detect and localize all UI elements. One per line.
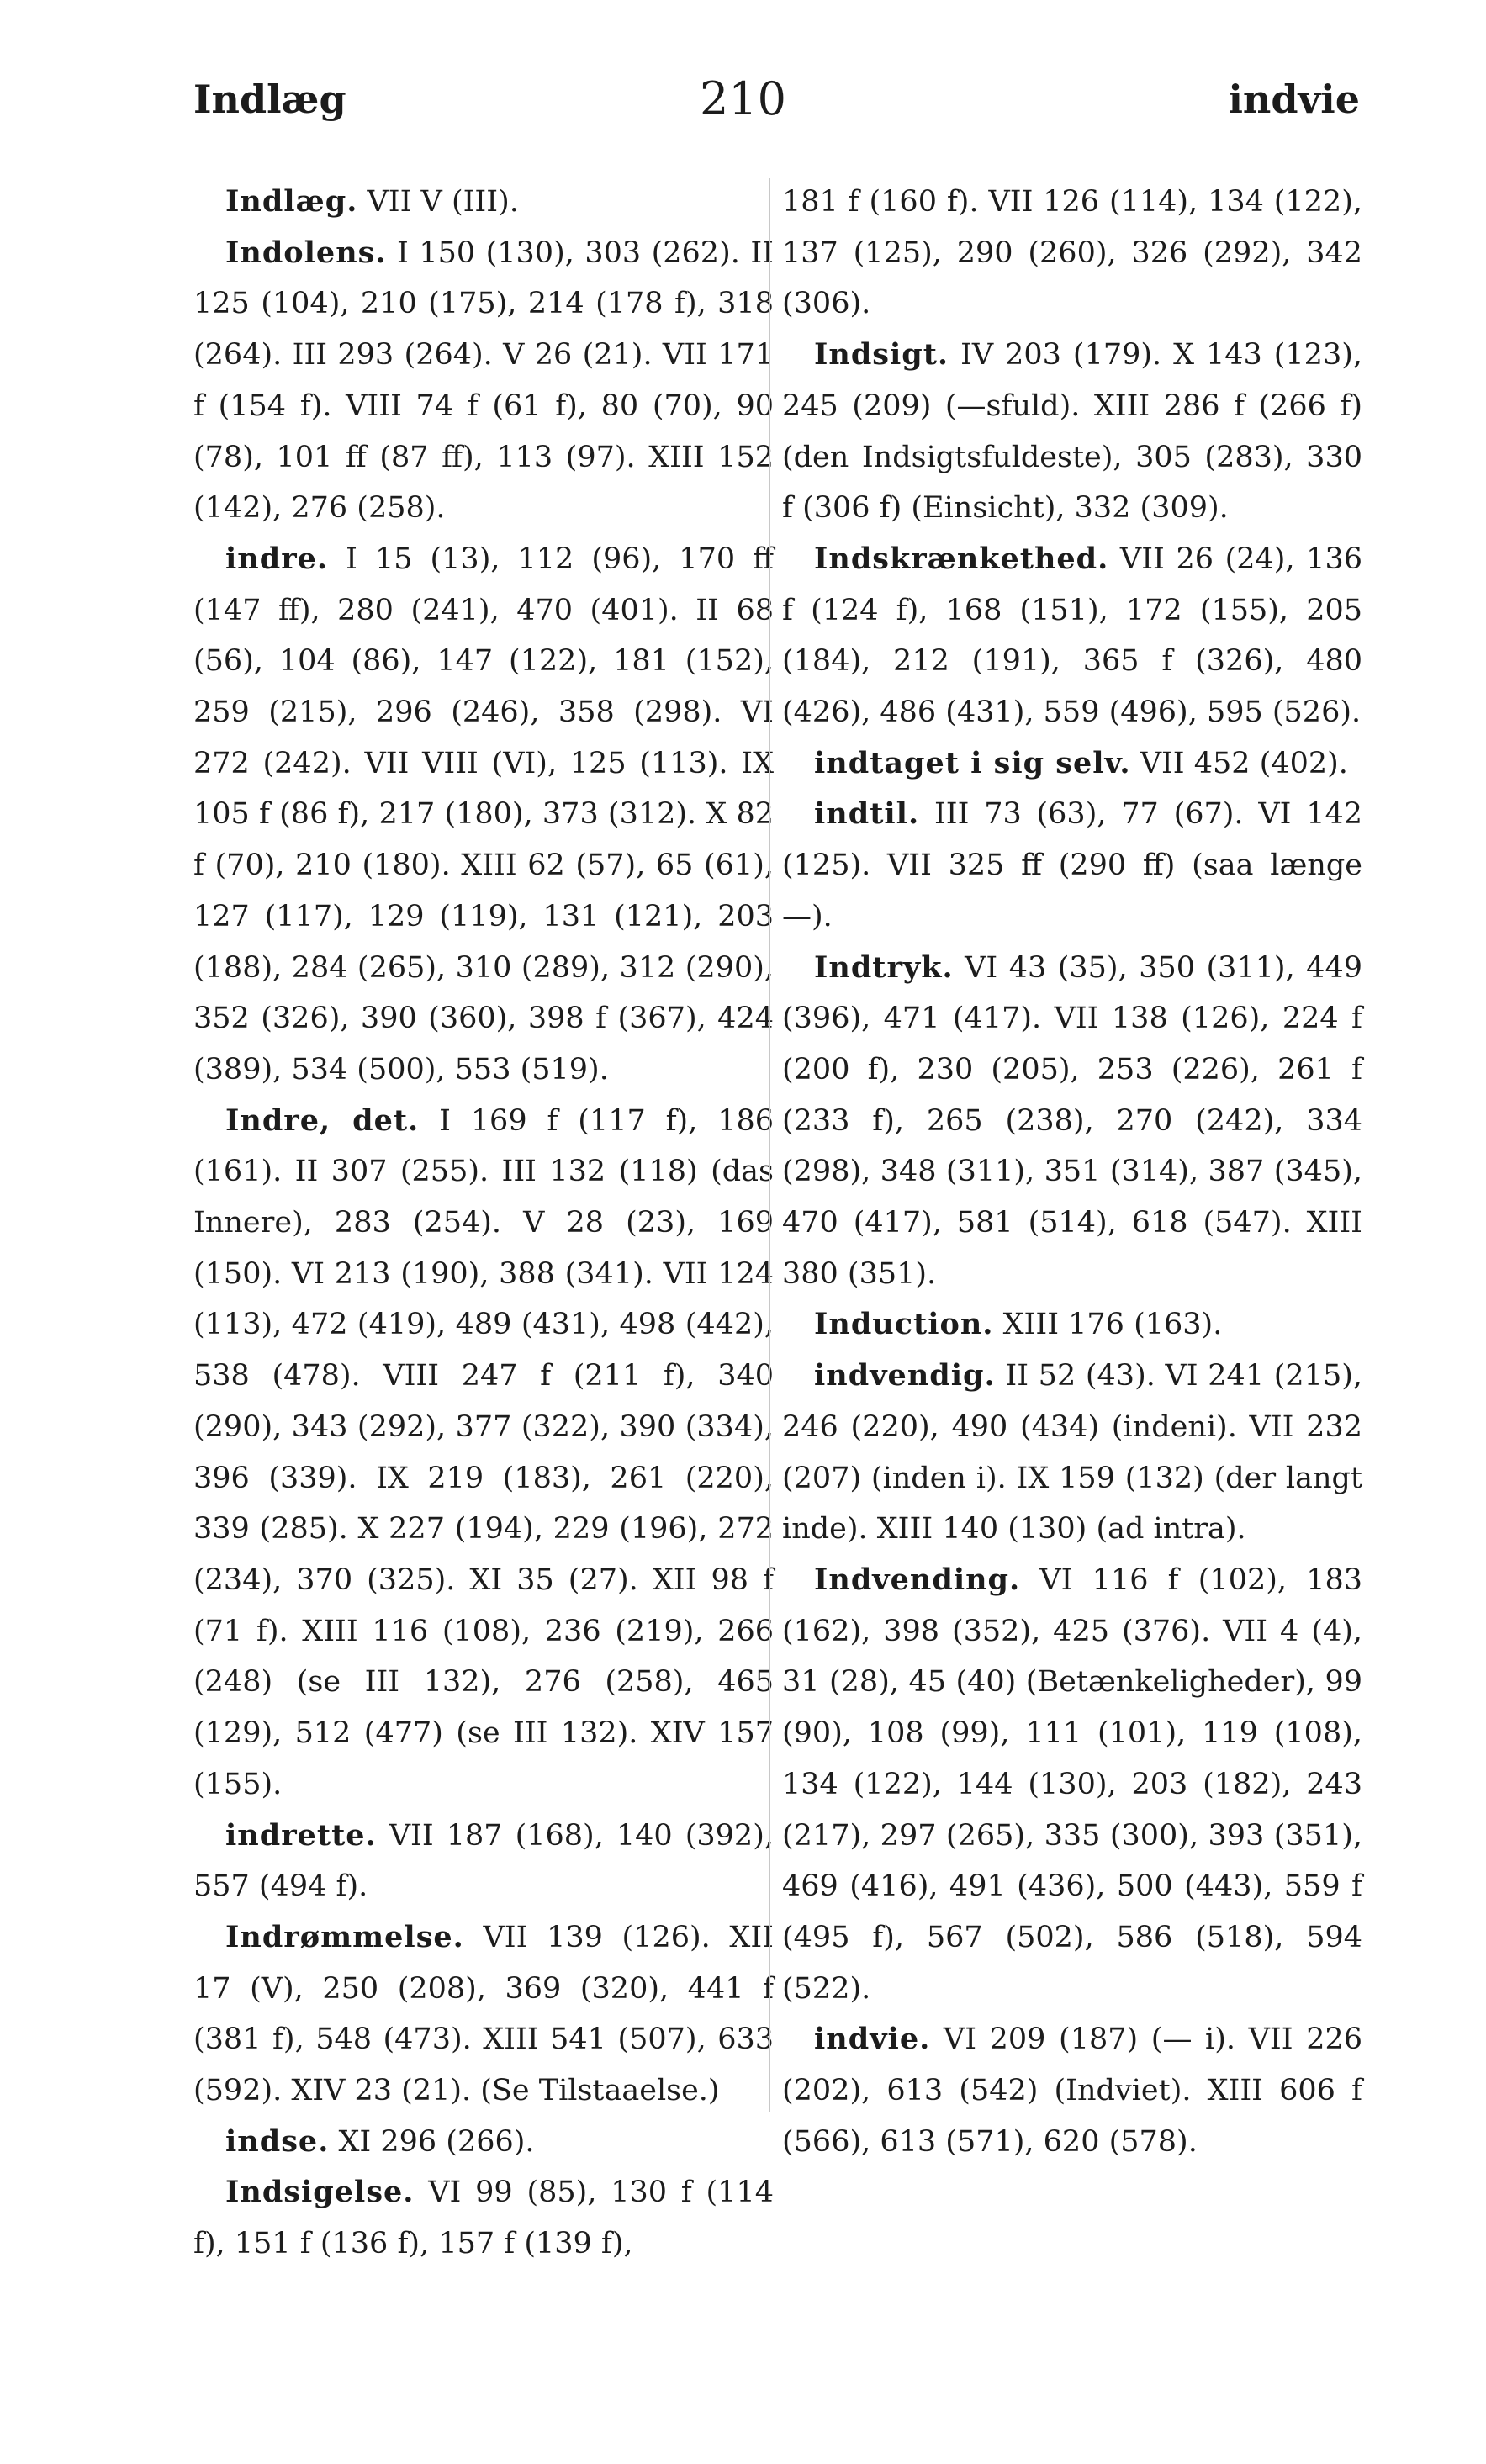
entry-references: XI 296 (266). bbox=[329, 2124, 535, 2159]
right-column bbox=[782, 177, 1362, 2167]
entry-headword: indvendig. bbox=[814, 1358, 996, 1393]
entry-headword: indtil. bbox=[814, 796, 920, 832]
entry-references: II 52 (43). VI 241 (215), 246 (220), 490 (434) (indeni). VII 232 (207) (inden i). IX 159 (132) (der langt inde). XIII 140 (130) (ad intra). bbox=[782, 1359, 1362, 1547]
index-entry bbox=[782, 330, 1362, 534]
running-head-right: indvie bbox=[1228, 77, 1360, 122]
index-entry bbox=[782, 789, 1362, 942]
entry-headword: indse. bbox=[225, 2123, 330, 2159]
index-entry bbox=[782, 534, 1362, 738]
entry-headword: indre. bbox=[225, 541, 329, 576]
index-entry bbox=[782, 943, 1362, 1300]
index-entry bbox=[782, 1299, 1362, 1351]
entry-headword: Indolens. bbox=[225, 235, 387, 270]
entry-references: VI 43 (35), 350 (311), 449 (396), 471 (417). VII 138 (126), 224 f (200 f), 230 (205), 253 (226), 261 f (233 f), 265 (238), 270 (242), 334 (298), 348 (311), 351 (314), 387 (345), 470 (417), 581 (514), 618 (547). XIII 380 (351). bbox=[782, 950, 1362, 1291]
entry-references: VII 26 (24), 136 f (124 f), 168 (151), 172 (155), 205 (184), 212 (191), 365 f (326), 480 (426), 486 (431), 559 (496), 595 (526). bbox=[782, 542, 1362, 730]
entry-headword: indvie. bbox=[814, 2022, 931, 2057]
entry-references: VII 139 (126). XII 17 (V), 250 (208), 369 (320), 441 f (381 f), 548 (473). XIII 541 (507), 633 (592). XIV 23 (21). (Se Tilstaaelse.) bbox=[193, 1920, 774, 2108]
index-entry bbox=[193, 177, 774, 228]
index-entry bbox=[193, 2167, 774, 2269]
entry-headword: indtaget i sig selv. bbox=[814, 745, 1131, 780]
index-entry bbox=[193, 534, 774, 1096]
entry-headword: Induction. bbox=[814, 1307, 994, 1342]
entry-references: I 169 f (117 f), 186 (161). II 307 (255). III 132 (118) (das Innere), 283 (254). V 28 (23), 169 (150). VI 213 (190), 388 (341). VII 124 (113), 472 (419), 489 (431), 498 (442), 538 (478). VIII 247 f (211 f), 340 (290), 343 (292), 377 (322), 390 (334), 396 (339). IX 219 (183), 261 (220), 339 (285). X 227 (194), 229 (196), 272 (234), 370 (325). XI 35 (27). XII 98 f (71 f). XIII 116 (108), 236 (219), 266 (248) (se III 132), 276 (258), 465 (129), 512 (477) (se III 132). XIV 157 (155). bbox=[193, 1103, 774, 1801]
index-entry bbox=[193, 1912, 774, 2117]
entry-headword: indrette. bbox=[225, 1817, 377, 1853]
index-entry bbox=[782, 1555, 1362, 2014]
entry-references: VII 452 (402). bbox=[1130, 746, 1348, 780]
index-entry bbox=[193, 228, 774, 534]
entry-references: VII 187 (168), 140 (392), 557 (494 f). bbox=[193, 1818, 774, 1904]
index-entry bbox=[193, 2117, 774, 2168]
entry-headword: Indvending. bbox=[814, 1562, 1021, 1597]
index-entry bbox=[782, 738, 1362, 790]
entry-references: 181 f (160 f). VII 126 (114), 134 (122), 137 (125), 290 (260), 326 (292), 342 (306). bbox=[782, 185, 1362, 321]
running-head-left: Indlæg bbox=[193, 77, 346, 122]
entry-headword: Indlæg. bbox=[225, 184, 358, 219]
entry-references: VII V (III). bbox=[357, 185, 519, 219]
index-entry bbox=[782, 1351, 1362, 1555]
entry-references: XIII 176 (163). bbox=[993, 1308, 1223, 1342]
index-entry bbox=[782, 2014, 1362, 2167]
index-entry bbox=[782, 177, 1362, 330]
entry-references: VI 99 (85), 130 f (114 f), 151 f (136 f), 157 f (139 f), bbox=[193, 2176, 774, 2261]
left-column bbox=[193, 177, 774, 2270]
entry-references: I 15 (13), 112 (96), 170 ff (147 ff), 280 (241), 470 (401). II 68 (56), 104 (86), 147 (122), 181 (152), 259 (215), 296 (246), 358 (298). VI 272 (242). VII VIII (VI), 125 (113). IX 105 f (86 f), 217 (180), 373 (312). X 82 f (70), 210 (180). XIII 62 (57), 65 (61), 127 (117), 129 (119), 131 (121), 203 (188), 284 (265), 310 (289), 312 (290), 352 (326), 390 (360), 398 f (367), 424 (389), 534 (500), 553 (519). bbox=[193, 542, 774, 1087]
entry-references: VI 116 f (102), 183 (162), 398 (352), 425 (376). VII 4 (4), 31 (28), 45 (40) (Betænkeligheder), 99 (90), 108 (99), 111 (101), 119 (108), 134 (122), 144 (130), 203 (182), 243 (217), 297 (265), 335 (300), 393 (351), 469 (416), 491 (436), 500 (443), 559 f (495 f), 567 (502), 586 (518), 594 (522). bbox=[782, 1562, 1362, 2006]
index-entry bbox=[193, 1811, 774, 1912]
entry-headword: Indsigelse. bbox=[225, 2175, 415, 2210]
entry-references: IV 203 (179). X 143 (123), 245 (209) (—sfuld). XIII 286 f (266 f) (den Indsigtsfuldeste), 305 (283), 330 f (306 f) (Einsicht), 332 (309). bbox=[782, 338, 1362, 526]
entry-headword: Indrømmelse. bbox=[225, 1919, 464, 1954]
entry-headword: Indsigt. bbox=[814, 337, 949, 373]
entry-references: VI 209 (187) (— i). VII 226 (202), 613 (542) (Indviet). XIII 606 f (566), 613 (571), 620 (578). bbox=[782, 2022, 1362, 2159]
entry-headword: Indtryk. bbox=[814, 949, 954, 985]
page-number: 210 bbox=[699, 72, 787, 125]
entry-references: I 150 (130), 303 (262). II 125 (104), 210 (175), 214 (178 f), 318 (264). III 293 (264). V 26 (21). VII 171 f (154 f). VIII 74 f (61 f), 80 (70), 90 (78), 101 ff (87 ff), 113 (97). XIII 152 (142), 276 (258). bbox=[193, 235, 774, 526]
entry-headword: Indskrænkethed. bbox=[814, 541, 1109, 576]
entry-headword: Indre, det. bbox=[225, 1102, 420, 1138]
entry-references: III 73 (63), 77 (67). VI 142 (125). VII 325 ff (290 ff) (saa længe —). bbox=[782, 797, 1362, 933]
index-entry bbox=[193, 1096, 774, 1811]
column-divider bbox=[769, 178, 770, 2112]
